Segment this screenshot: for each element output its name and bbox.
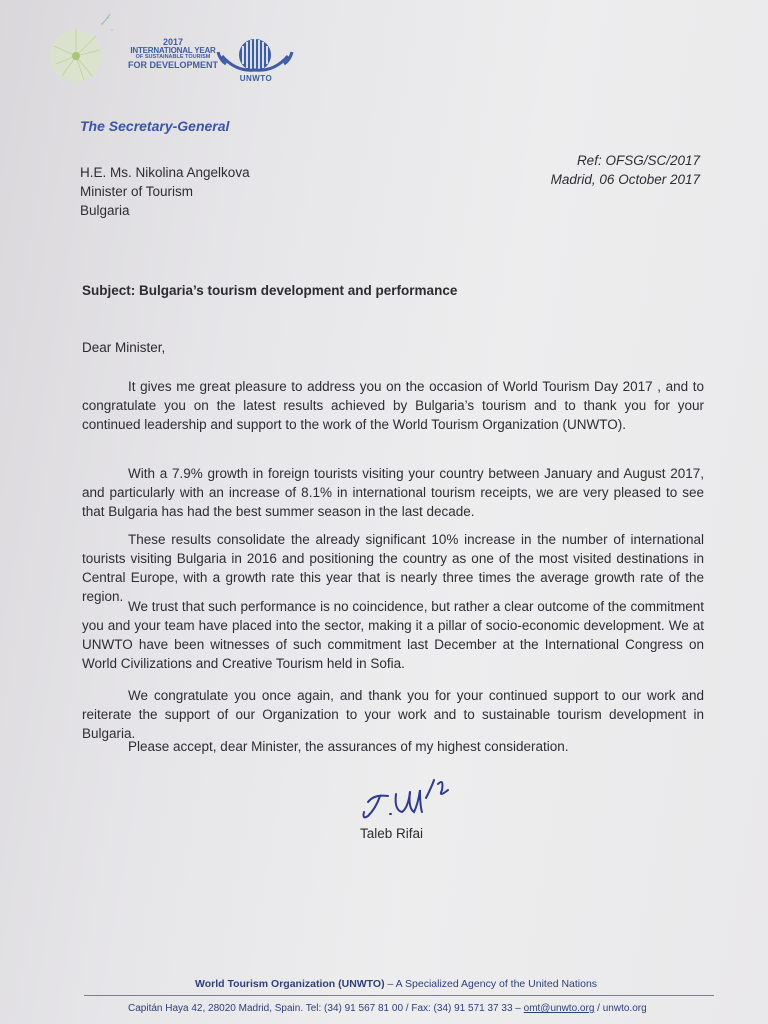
closing-paragraph: Please accept, dear Minister, the assurances of my highest consideration.: [128, 739, 569, 754]
footer-address-text: Capitán Haya 42, 28020 Madrid, Spain. Tel: (34) 91 567 81 00 / Fax: (34) 91 571 37 33 –: [128, 1003, 524, 1014]
body-paragraph: It gives me great pleasure to address you on the occasion of World Tourism Day 2017 , and to congratulate you on the latest results achieved by Bulgaria’s tourism and to thank you for your continued leadership and support to the work of the World Tourism Organization (UNWTO).: [82, 379, 704, 432]
body-paragraph: With a 7.9% growth in foreign tourists visiting your country between January and August 2017, and particularly with an increase of 8.1% in international tourism receipts, we are very pleased to see that Bulgaria has had the best summer season in the last decade.: [82, 466, 704, 519]
footer-organization: [195, 978, 597, 990]
footer-org-desc: – A Specialized Agency of the United Nations: [384, 978, 598, 990]
dandelion-icon: [40, 10, 120, 90]
footer-org-name: World Tourism Organization (UNWTO): [195, 978, 385, 990]
iyst-wordmark: [118, 38, 228, 70]
iyst-2017-logo: [40, 10, 220, 90]
body-paragraph: We trust that such performance is no coincidence, but rather a clear outcome of the commitment you and your team have placed into the sector, making it a pillar of socio-economic development. We at UNWTO have been witnesses of such commitment last December at the International Congress on World Civilizations and Creative Tourism held in Sofia.: [82, 599, 704, 671]
salutation: Dear Minister,: [82, 340, 166, 355]
iyst-line3: FOR DEVELOPMENT: [127, 59, 218, 70]
reference-block: [551, 151, 700, 189]
addressee-country: Bulgaria: [80, 203, 130, 218]
unwto-wordmark: UNWTO: [239, 74, 273, 83]
sender-title: The Secretary-General: [80, 118, 230, 134]
iyst-line2: OF SUSTAINABLE TOURISM: [135, 54, 211, 60]
iyst-year: 2017: [162, 37, 184, 47]
footer-address: [128, 1003, 647, 1014]
footer-email-link[interactable]: omt@unwto.org: [523, 1003, 595, 1014]
footer-divider: [84, 995, 714, 996]
addressee-position: Minister of Tourism: [80, 184, 194, 199]
footer-website[interactable]: / unwto.org: [594, 1003, 647, 1014]
body-paragraph: These results consolidate the already significant 10% increase in the number of international tourists visiting Bulgaria in 2016 and positioning the country as one of the most visited destinations in Central Europe, with a growth rate this year that is nearly three times the average growth rate of the region.: [82, 532, 704, 604]
iyst-line1: INTERNATIONAL YEAR: [130, 46, 216, 55]
addressee-name: H.E. Ms. Nikolina Angelkova: [80, 165, 250, 180]
reference-number: Ref: OFSG/SC/2017: [576, 153, 700, 168]
body-paragraph: We congratulate you once again, and thank you for your continued support to our work and reiterate the support of our Organization to your work and to sustainable tourism development in Bulgaria.: [82, 688, 704, 741]
handwritten-signature: [354, 768, 464, 828]
subject-line: Subject: Bulgaria’s tourism development and performance: [82, 283, 458, 298]
signer-name: Taleb Rifai: [360, 826, 424, 841]
addressee-block: [80, 163, 250, 220]
letter-date: Madrid, 06 October 2017: [550, 172, 700, 187]
